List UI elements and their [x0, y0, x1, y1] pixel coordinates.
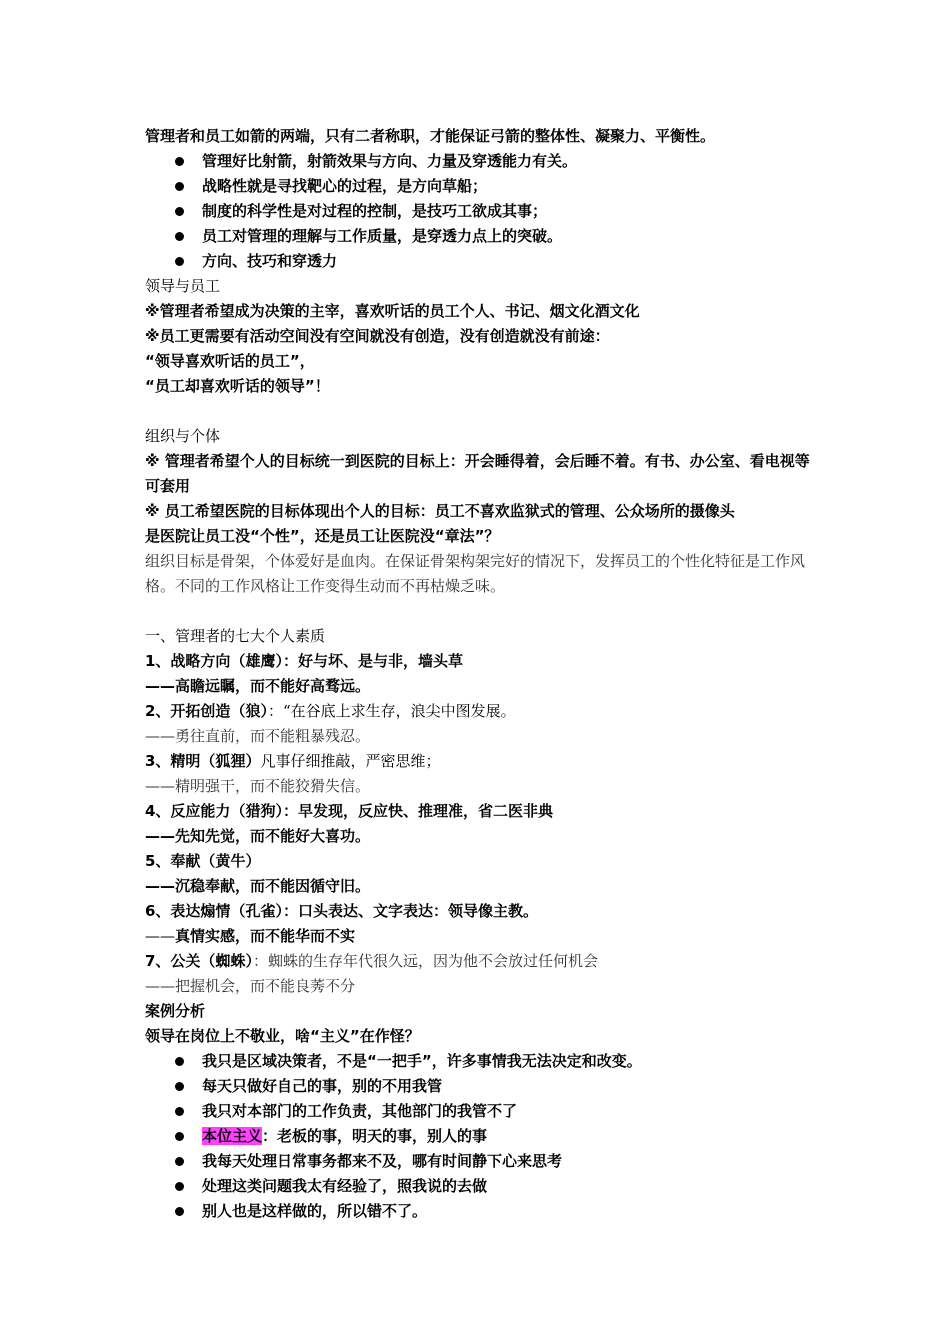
- list-item: 我只是区域决策者，不是“一把手”，许多事情我无法决定和改变。: [145, 1049, 810, 1074]
- quality-5-note: ——沉稳奉献，而不能因循守旧。: [145, 877, 371, 895]
- arrow-points-list: [145, 149, 810, 274]
- highlighted-term: 本位主义: [202, 1127, 263, 1145]
- bullet-icon: [175, 207, 184, 216]
- leader-staff-p1: ※管理者希望成为决策的主宰，喜欢听话的员工个人、书记、烟文化酒文化: [145, 302, 640, 320]
- org-individual-p1: ※ 管理者希望个人的目标统一到医院的目标上：开会睡得着，会后睡不着。有书、办公室、看电视等可套用: [145, 452, 810, 495]
- document-page: [145, 124, 810, 1224]
- bullet-icon: [175, 1082, 184, 1091]
- intro-paragraph: 管理者和员工如箭的两端，只有二者称职，才能保证弓箭的整体性、凝聚力、平衡性。: [145, 127, 716, 145]
- list-item: 我只对本部门的工作负责，其他部门的我管不了: [145, 1099, 810, 1124]
- list-item: 我每天处理日常事务都来不及，哪有时间静下心来思考: [145, 1149, 810, 1174]
- bullet-icon: [175, 182, 184, 191]
- list-item: 处理这类问题我太有经验了，照我说的去做: [145, 1174, 810, 1199]
- quality-4-title: 4、反应能力（猎狗）：早发现，反应快、推理准，省二医非典: [145, 802, 553, 820]
- quality-4-note: ——先知先觉，而不能好大喜功。: [145, 827, 371, 845]
- list-item: 方向、技巧和穿透力: [145, 249, 810, 274]
- leader-staff-quote-2: “员工却喜欢听话的领导”！: [145, 377, 330, 395]
- org-individual-heading: 组织与个体: [145, 427, 221, 445]
- quality-2-note: ——勇往直前，而不能粗暴残忍。: [145, 727, 371, 745]
- list-item: 别人也是这样做的，所以错不了。: [145, 1199, 810, 1224]
- qualities-heading: 一、管理者的七大个人素质: [145, 627, 326, 645]
- quality-7-title-line: 7、公关（蜘蛛）：蜘蛛的生存年代很久远，因为他不会放过任何机会: [145, 952, 598, 970]
- bullet-icon: [175, 1157, 184, 1166]
- leader-staff-heading: 领导与员工: [145, 277, 221, 295]
- spacer: [145, 599, 810, 624]
- list-item: 制度的科学性是对过程的控制，是技巧工欲成其事；: [145, 199, 810, 224]
- quality-1-title: 1、战略方向（雄鹰）：好与坏、是与非，墙头草: [145, 652, 463, 670]
- bullet-icon: [175, 232, 184, 241]
- bullet-icon: [175, 257, 184, 266]
- org-individual-p3: 组织目标是骨架，个体爱好是血肉。在保证骨架构架完好的情况下，发挥员工的个性化特征是工作风格。不同的工作风格让工作变得生动而不再枯燥乏味。: [145, 552, 806, 595]
- bullet-icon: [175, 1107, 184, 1116]
- list-item: 每天只做好自己的事，别的不用我管: [145, 1074, 810, 1099]
- quality-6-note-line: ——真情实感，而不能华而不实: [145, 927, 356, 945]
- case-heading: 案例分析: [145, 1002, 206, 1020]
- quality-2-title-line: 2、开拓创造（狼）：“在谷底上求生存，浪尖中图发展。: [145, 702, 516, 720]
- bullet-icon: [175, 1132, 184, 1141]
- bullet-icon: [175, 1207, 184, 1216]
- list-item: 本位主义：老板的事，明天的事，别人的事: [145, 1124, 810, 1149]
- case-question: 领导在岗位上不敬业，啥“主义”在作怪？: [145, 1027, 420, 1045]
- quality-3-title-line: 3、精明（狐狸）凡事仔细推敲，严密思维；: [145, 752, 441, 770]
- list-item: 战略性就是寻找靶心的过程，是方向草船；: [145, 174, 810, 199]
- bullet-icon: [175, 1057, 184, 1066]
- bullet-icon: [175, 1182, 184, 1191]
- bullet-icon: [175, 157, 184, 166]
- spacer: [145, 399, 810, 424]
- quality-6-title: 6、表达煽情（孔雀）：口头表达、文字表达：领导像主教。: [145, 902, 538, 920]
- list-item: 管理好比射箭，射箭效果与方向、力量及穿透能力有关。: [145, 149, 810, 174]
- leader-staff-p2: ※员工更需要有活动空间没有空间就没有创造，没有创造就没有前途：: [145, 327, 610, 345]
- org-individual-p2b: 是医院让员工没“个性”，还是员工让医院没“章法”？: [145, 527, 500, 545]
- org-individual-p2a: ※ 员工希望医院的目标体现出个人的目标：员工不喜欢监狱式的管理、公众场所的摄像头: [145, 502, 735, 520]
- quality-7-note: ——把握机会，而不能良莠不分: [145, 977, 356, 995]
- list-item: 员工对管理的理解与工作质量，是穿透力点上的突破。: [145, 224, 810, 249]
- case-list: [145, 1049, 810, 1224]
- leader-staff-quote-1: “领导喜欢听话的员工”，: [145, 352, 315, 370]
- quality-3-note: ——精明强干，而不能狡猾失信。: [145, 777, 371, 795]
- quality-5-title: 5、奉献（黄牛）: [145, 852, 261, 870]
- quality-1-note: ——高瞻远瞩，而不能好高骛远。: [145, 677, 371, 695]
